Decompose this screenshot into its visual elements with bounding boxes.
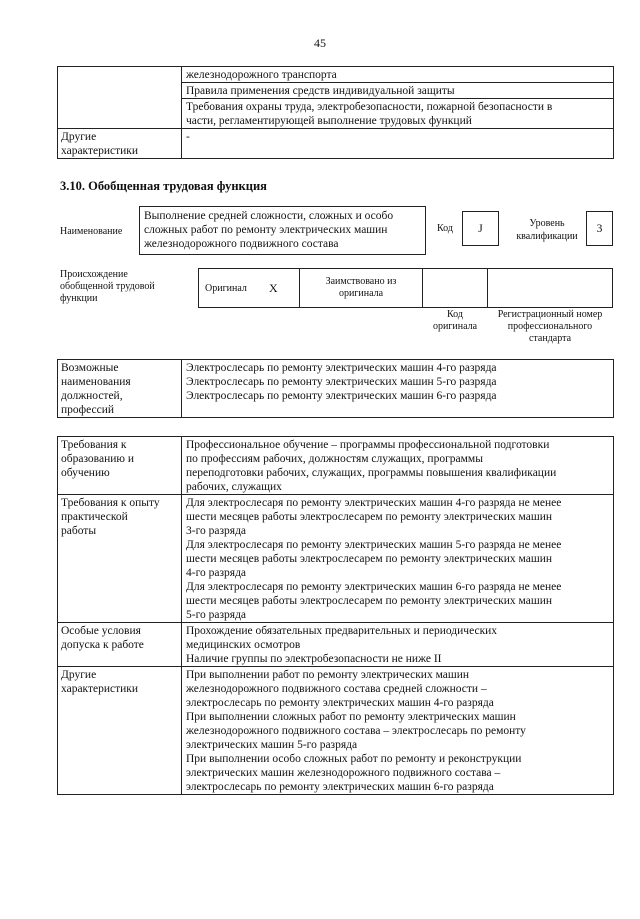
cell-line: Электрослесарь по ремонту электрических машин 5-го разряда	[186, 376, 497, 388]
cell-line: шести месяцев работы электрослесарем по ремонту электрических машин	[186, 511, 553, 523]
cell-line: железнодорожного подвижного состава – электрослесарь по ремонту	[186, 725, 526, 737]
label-line: Требования к опыту	[61, 497, 160, 509]
table-row	[58, 623, 614, 667]
table-row	[58, 360, 614, 418]
label-line: Требования к	[61, 439, 127, 451]
original-code-box	[422, 268, 488, 308]
caption-line: Регистрационный номер	[497, 309, 603, 320]
cell-line: При выполнении работ по ремонту электрических машин	[186, 669, 470, 681]
continuation-table	[57, 66, 614, 159]
cell-line: шести месяцев работы электрослесарем по ремонту электрических машин	[186, 595, 553, 607]
empty-label-cell	[58, 67, 182, 129]
caption-line: профессионального	[507, 321, 593, 332]
cell-line: электрических машин 5-го разряда	[186, 739, 358, 751]
cell-line: Наличие группы по электробезопасности не ниже II	[186, 653, 442, 665]
code-label: Код	[437, 223, 453, 234]
table-cell: железнодорожного транспорта	[182, 67, 614, 83]
table-row	[58, 667, 614, 795]
cell-line: Прохождение обязательных предварительных и периодических	[186, 625, 498, 637]
table-cell: -	[182, 129, 614, 159]
label-line: допуска к работе	[61, 639, 144, 651]
original-box	[198, 268, 300, 308]
label-line: характеристики	[61, 145, 139, 157]
row-label	[58, 623, 182, 667]
table-cell	[182, 623, 614, 667]
cell-line: электрослесарь по ремонту электрических машин 6-го разряда	[186, 781, 494, 793]
page-number: 45	[314, 36, 326, 50]
table-cell	[182, 495, 614, 623]
cell-line: железнодорожного подвижного состава средней сложности –	[186, 683, 487, 695]
level-label-line: квалификации	[516, 231, 578, 242]
cell-line: Профессиональное обучение – программы профессиональной подготовки	[186, 439, 550, 451]
origin-label-line: обобщенной трудовой	[60, 281, 155, 292]
name-line: Выполнение средней сложности, сложных и особо	[144, 210, 394, 222]
table-row	[58, 495, 614, 623]
code-value-box: J	[462, 211, 499, 246]
cell-line: Требования охраны труда, электробезопасности, пожарной безопасности в	[186, 101, 553, 113]
cell-line: электрослесарь по ремонту электрических машин 4-го разряда	[186, 697, 494, 709]
requirements-table	[57, 436, 614, 795]
cell-line: Для электрослесаря по ремонту электрических машин 5-го разряда не менее	[186, 539, 562, 551]
cell-line: 5-го разряда	[186, 609, 247, 621]
cell-line: части, регламентирующей выполнение трудовых функций	[186, 115, 472, 127]
cell-line: При выполнении особо сложных работ по ремонту и реконструкции	[186, 753, 522, 765]
label-line: Особые условия	[61, 625, 141, 637]
label-line: Другие	[61, 131, 97, 143]
label-line: характеристики	[61, 683, 139, 695]
row-label	[58, 667, 182, 795]
table-cell: Правила применения средств индивидуальной защиты	[182, 83, 614, 99]
label-line: должностей,	[61, 390, 123, 402]
cell-line: шести месяцев работы электрослесарем по ремонту электрических машин	[186, 553, 553, 565]
table-cell	[182, 667, 614, 795]
cell-line: 4-го разряда	[186, 567, 247, 579]
row-label	[58, 437, 182, 495]
row-label	[58, 129, 182, 159]
original-code-caption	[422, 309, 488, 333]
table-cell	[182, 99, 614, 129]
level-label-line: Уровень	[529, 218, 565, 229]
table-row	[58, 67, 614, 83]
table-row	[58, 129, 614, 159]
origin-label	[60, 269, 190, 305]
cell-line: Электрослесарь по ремонту электрических машин 4-го разряда	[186, 362, 497, 374]
cell-line: электрических машин железнодорожного подвижного состава –	[186, 767, 501, 779]
cell-line: Для электрослесаря по ремонту электрических машин 6-го разряда не менее	[186, 581, 562, 593]
origin-label-line: Происхождение	[60, 269, 128, 280]
label-line: Возможные	[61, 362, 119, 374]
level-value-box: 3	[586, 211, 613, 246]
cell-line: переподготовки рабочих, служащих, программы повышения квалификации	[186, 467, 557, 479]
label-line: профессий	[61, 404, 115, 416]
name-line: сложных работ по ремонту электрических машин	[144, 224, 388, 236]
table-row	[58, 437, 614, 495]
table-cell	[182, 437, 614, 495]
caption-line: оригинала	[432, 321, 478, 332]
caption-line: стандарта	[528, 333, 572, 344]
label-line: работы	[61, 525, 97, 537]
label-line: обучению	[61, 467, 110, 479]
name-label: Наименование	[60, 226, 123, 237]
positions-table	[57, 359, 614, 418]
caption-line: Код	[447, 309, 463, 320]
table-cell	[182, 360, 614, 418]
row-label	[58, 495, 182, 623]
label-line: образованию и	[61, 453, 134, 465]
row-label	[58, 360, 182, 418]
label-line: Другие	[61, 669, 97, 681]
label-line: наименования	[61, 376, 131, 388]
borrowed-line: Заимствовано из	[325, 276, 397, 287]
registration-number-box	[487, 268, 613, 308]
borrowed-box	[299, 268, 423, 308]
function-name-box	[139, 206, 426, 255]
borrowed-line: оригинала	[338, 288, 384, 299]
label-line: практической	[61, 511, 128, 523]
origin-label-line: функции	[60, 293, 98, 304]
cell-line: рабочих, служащих	[186, 481, 282, 493]
section-title: 3.10. Обобщенная трудовая функция	[60, 179, 267, 193]
original-mark: X	[269, 281, 278, 295]
registration-number-caption	[487, 309, 613, 345]
level-label	[508, 217, 586, 243]
cell-line: Электрослесарь по ремонту электрических машин 6-го разряда	[186, 390, 497, 402]
name-line: железнодорожного подвижного состава	[144, 238, 339, 250]
original-label: Оригинал	[205, 283, 247, 294]
cell-line: 3-го разряда	[186, 525, 247, 537]
cell-line: по профессиям рабочих, должностям служащих, программы	[186, 453, 483, 465]
cell-line: Для электрослесаря по ремонту электрических машин 4-го разряда не менее	[186, 497, 562, 509]
cell-line: медицинских осмотров	[186, 639, 301, 651]
cell-line: При выполнении сложных работ по ремонту электрических машин	[186, 711, 516, 723]
